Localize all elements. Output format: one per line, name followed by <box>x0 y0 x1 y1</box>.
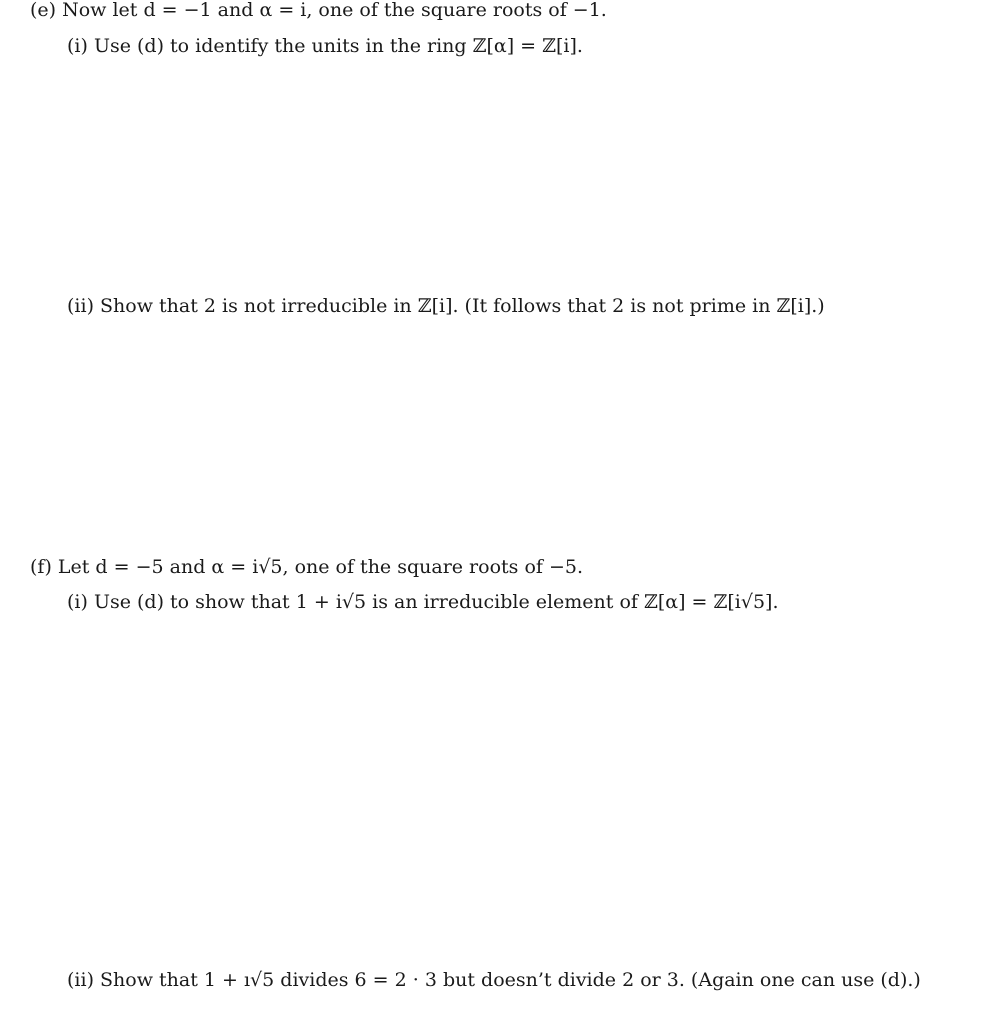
problem-f-part-i: (i) Use (d) to show that 1 + i√5 is an irreducible element of ℤ[α] = ℤ[i√5]. <box>67 591 779 613</box>
problem-f-part-ii: (ii) Show that 1 + ı√5 divides 6 = 2 · 3 but doesn’t divide 2 or 3. (Again one can use (d).) <box>67 969 921 991</box>
problem-e-part-i: (i) Use (d) to identify the units in the ring ℤ[α] = ℤ[i]. <box>67 35 583 57</box>
problem-e-part-ii: (ii) Show that 2 is not irreducible in ℤ[i]. (It follows that 2 is not prime in ℤ[i].) <box>67 295 825 317</box>
problem-e-header: (e) Now let d = −1 and α = i, one of the square roots of −1. <box>30 0 607 21</box>
problem-f-header: (f) Let d = −5 and α = i√5, one of the square roots of −5. <box>30 556 584 578</box>
